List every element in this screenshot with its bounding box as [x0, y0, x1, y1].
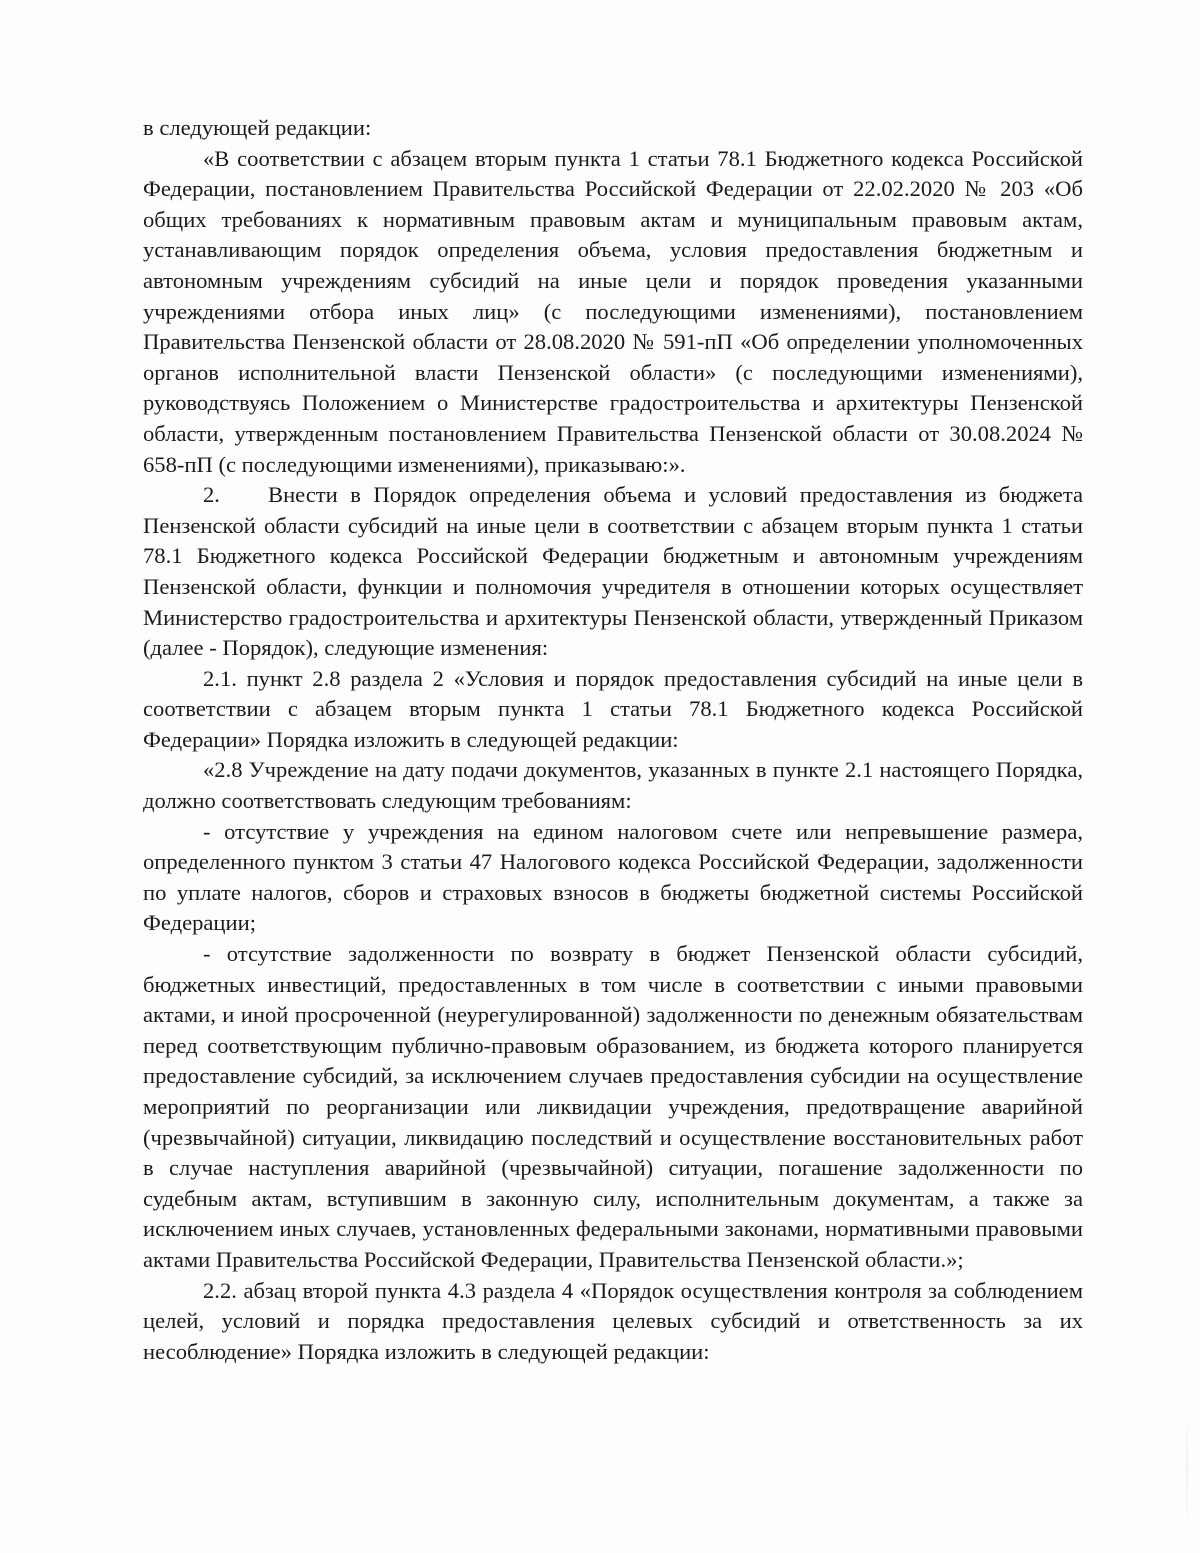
paragraph-item-2 [143, 480, 1083, 664]
paragraph-intro: в следующей редакции: [143, 115, 372, 140]
paragraph-item-2-1: 2.1. пункт 2.8 раздела 2 «Условия и порядок предоставления субсидий на иные цели в соответствии с абзацем вторым пункта 1 статьи 78.1 Бюджетного кодекса Российской Федерации» Порядка изложить в следующей редакции: [143, 665, 1083, 752]
paragraph-requirement-tax: - отсутствие у учреждения на едином налоговом счете или непревышение размера, определенного пунктом 3 статьи 47 Налогового кодекса Российской Федерации, задолженности по уплате налогов, сборов и страховых взносов в бюджеты бюджетной системы Российской Федерации; [143, 818, 1083, 936]
item-2-text: Внести в Порядок определения объема и условий предоставления из бюджета Пензенской области субсидий на иные цели в соответствии с абзацем вторым пункта 1 статьи 78.1 Бюджетного кодекса Российской Федерации бюджетным и автономным учреждениям Пензенской области, функции и полномочия учредителя в отношении которых осуществляет Министерство градостроительства и архитектуры Пензенской области, утвержденный Приказом (далее - Порядок), следующие изменения: [143, 482, 1083, 661]
document-body [143, 113, 1083, 1367]
item-number: 2. [203, 482, 220, 508]
paragraph-clause-2-8: «2.8 Учреждение на дату подачи документов, указанных в пункте 2.1 настоящего Порядка, должно соответствовать следующим требованиям: [143, 757, 1083, 814]
paragraph-preamble-quote: «В соответствии с абзацем вторым пункта 1 статьи 78.1 Бюджетного кодекса Российской Федерации, постановлением Правительства Российской Федерации от 22.02.2020 № 203 «Об общих требованиях к нормативным правовым актам и муниципальным правовым актам, устанавливающим порядок определения объема, условия предоставления бюджетным и автономным учреждениям субсидий на иные цели и порядок проведения указанными учреждениями отбора иных лиц» (с последующими изменениями), постановлением Правительства Пензенской области от 28.08.2020 № 591-пП «Об определении уполномоченных органов исполнительной власти Пензенской области» (с последующими изменениями), руководствуясь Положением о Министерстве градостроительства и архитектуры Пензенской области, утвержденным постановлением Правительства Пензенской области от 30.08.2024 № 658-пП (с последующими изменениями), приказываю:». [143, 145, 1083, 477]
paragraph-item-2-2: 2.2. абзац второй пункта 4.3 раздела 4 «Порядок осуществления контроля за соблюдением целей, условий и порядка предоставления целевых субсидий и ответственность за их несоблюдение» Порядка изложить в следующей редакции: [143, 1277, 1083, 1364]
paragraph-requirement-debt: - отсутствие задолженности по возврату в бюджет Пензенской области субсидий, бюджетных инвестиций, предоставленных в том числе в соответствии с иными правовыми актами, и иной просроченной (неурегулированной) задолженности по денежным обязательствам перед соответствующим публично-правовым образованием, из бюджета которого планируется предоставление субсидий, за исключением случаев предоставления субсидии на осуществление мероприятий по реорганизации или ликвидации учреждения, предотвращение аварийной (чрезвычайной) ситуации, ликвидацию последствий и осуществление восстановительных работ в случае наступления аварийной (чрезвычайной) ситуации, погашение задолженности по судебным актам, вступившим в законную силу, исполнительным документам, а также за исключением иных случаев, установленных федеральными законами, нормативными правовыми актами Правительства Российской Федерации, Правительства Пензенской области.»; [143, 941, 1083, 1272]
scan-edge-mark [1186, 1400, 1188, 1540]
